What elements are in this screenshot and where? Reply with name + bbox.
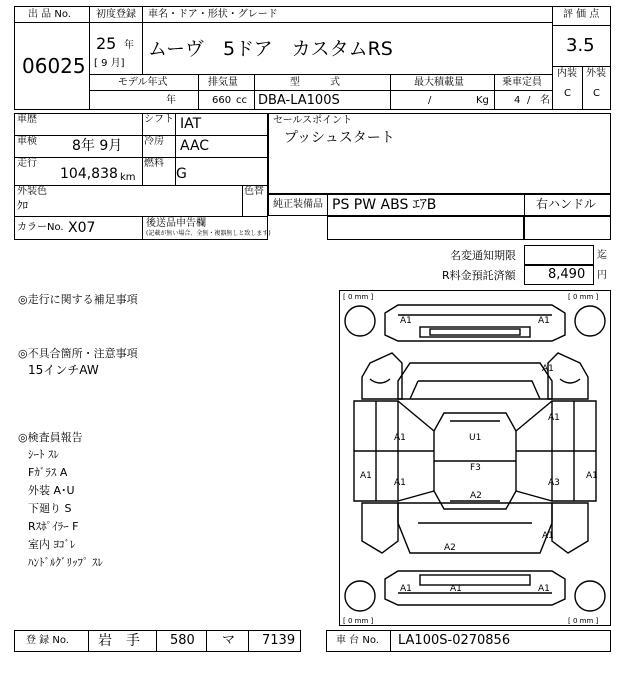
car-name-label: 車名・ドア・形状・グレード <box>148 9 278 20</box>
blank-row-right <box>524 216 611 240</box>
damage-code: A1 <box>400 316 412 326</box>
handle-value: 右ハンドル <box>536 197 597 211</box>
recycle-value: 8,490 <box>548 267 586 282</box>
type-value: DBA-LA100S <box>258 93 340 108</box>
inspector-item: ｼｰﾄ ｽﾚ <box>28 448 59 461</box>
lot-number: 06025 <box>22 54 86 78</box>
damage-code: A1 <box>586 471 598 481</box>
chassis-label: 車 台 No. <box>336 635 379 646</box>
tire-depth-rr: [ 0 mm ] <box>568 617 599 625</box>
damage-code: A1 <box>394 433 406 443</box>
registration-kana: マ <box>222 633 236 648</box>
name-change-label: 名変通知期限 <box>450 249 516 262</box>
defect-item: 15インチAW <box>28 363 99 377</box>
shift-value: IAT <box>180 116 202 132</box>
displacement-value: 660 <box>212 95 232 106</box>
exterior-label: 外装 <box>586 68 606 79</box>
inspector-item: Rｽﾎﾟｲﾗｰ F <box>28 520 79 533</box>
color-no-value: X07 <box>68 220 96 236</box>
damage-code: A1 <box>548 413 560 423</box>
registration-area: 岩 手 <box>98 633 140 649</box>
capacity-unit: 名 <box>540 95 550 106</box>
equipment-value: PS PW ABS ｴｱB <box>332 197 437 213</box>
recycle-unit: 円 <box>597 270 607 281</box>
inspector-item: Fｶﾞﾗｽ A <box>28 466 68 479</box>
inspector-item: 室内 ﾖｺﾞﾚ <box>28 538 76 551</box>
inspector-item: 下廻り S <box>28 502 72 515</box>
max-load-label: 最大積載量 <box>414 77 464 88</box>
car-name: ムーヴ 5ドア カスタムRS <box>148 38 393 60</box>
history-label: 車歴 <box>17 114 37 125</box>
type-label: 型 式 <box>290 77 340 88</box>
chassis-number: LA100S-0270856 <box>398 633 511 648</box>
inspection-value: 8年 9月 <box>72 138 123 154</box>
interior-label: 内装 <box>557 68 577 79</box>
mileage-unit: km <box>120 172 136 183</box>
color-change-label: 色替 <box>244 186 264 197</box>
damage-code: A1 <box>542 364 554 374</box>
tire-depth-rl: [ 0 mm ] <box>343 617 374 625</box>
shift-label: シフト <box>144 114 174 125</box>
defects-title: ◎不具合箇所・注意事項 <box>18 347 138 360</box>
interior-grade: C <box>564 88 571 99</box>
inspection-label: 車検 <box>17 136 37 147</box>
details-block <box>14 113 268 240</box>
ac-label: 冷房 <box>144 136 164 147</box>
damage-code: A1 <box>394 478 406 488</box>
damage-code: A1 <box>538 316 550 326</box>
damage-code: A1 <box>542 531 554 541</box>
score-label: 評 価 点 <box>563 9 600 20</box>
damage-code: A1 <box>450 584 462 594</box>
color-no-label: カラーNo. <box>17 222 64 233</box>
displacement-label: 排気量 <box>208 77 238 88</box>
equipment-label: 純正装備品 <box>273 199 323 210</box>
damage-code: A2 <box>444 543 456 553</box>
exterior-color-label: 外装色 <box>17 186 47 197</box>
ac-value: AAC <box>180 138 210 154</box>
inspector-title: ◎検査員報告 <box>18 431 83 444</box>
lot-label: 出 品 No. <box>28 9 71 20</box>
exterior-color-value: ｸﾛ <box>17 199 28 212</box>
mileage-label: 走行 <box>17 158 37 169</box>
registration-class: 580 <box>170 633 195 648</box>
registration-number: 7139 <box>262 633 296 648</box>
name-change-box <box>524 245 594 265</box>
max-load-unit: Kg <box>476 95 489 106</box>
damage-code: A1 <box>538 584 550 594</box>
driving-notes-title: ◎走行に関する補足事項 <box>18 293 138 306</box>
exterior-grade: C <box>593 88 600 99</box>
year-unit: 年 <box>124 40 134 51</box>
sales-point-value: プッシュスタート <box>284 130 395 146</box>
mileage-value: 104,838 <box>60 166 118 182</box>
first-reg-month: [ 9 月] <box>94 58 125 69</box>
docs-note: (記載が無い場合、全無・複器無しと致します) <box>146 230 271 237</box>
capacity-label: 乗車定員 <box>502 77 542 88</box>
damage-code: U1 <box>469 433 482 443</box>
docs-label: 後送品申告欄 <box>146 218 206 229</box>
sales-point-label: セールスポイント <box>273 115 353 126</box>
tire-depth-fr: [ 0 mm ] <box>568 293 599 301</box>
capacity-sep: / <box>527 95 531 106</box>
capacity-value: 4 <box>514 95 521 106</box>
fuel-value: G <box>176 166 187 182</box>
name-change-unit: 迄 <box>597 250 607 261</box>
first-reg-label: 初度登録 <box>96 9 136 20</box>
displacement-unit: cc <box>236 95 247 106</box>
model-year-unit: 年 <box>166 95 176 106</box>
damage-code: A1 <box>360 471 372 481</box>
damage-code: A3 <box>548 478 560 488</box>
recycle-label: R料金預託済額 <box>442 269 516 282</box>
first-reg-year: 25 <box>96 34 117 53</box>
blank-row <box>327 216 524 240</box>
model-year-label: モデル年式 <box>118 77 168 88</box>
damage-code: A2 <box>470 491 482 501</box>
max-load-sep: / <box>428 95 432 106</box>
tire-depth-fl: [ 0 mm ] <box>343 293 374 301</box>
car-diagram <box>339 290 611 626</box>
damage-code: F3 <box>470 463 481 473</box>
score: 3.5 <box>566 35 595 56</box>
fuel-label: 燃料 <box>144 158 164 169</box>
car-outline <box>340 291 610 625</box>
damage-code: A1 <box>400 584 412 594</box>
inspector-item: ﾊﾝﾄﾞﾙｸﾞﾘｯﾌﾟ ｽﾚ <box>28 556 103 569</box>
registration-label: 登 録 No. <box>26 635 69 646</box>
inspector-item: 外装 A･U <box>28 484 75 497</box>
